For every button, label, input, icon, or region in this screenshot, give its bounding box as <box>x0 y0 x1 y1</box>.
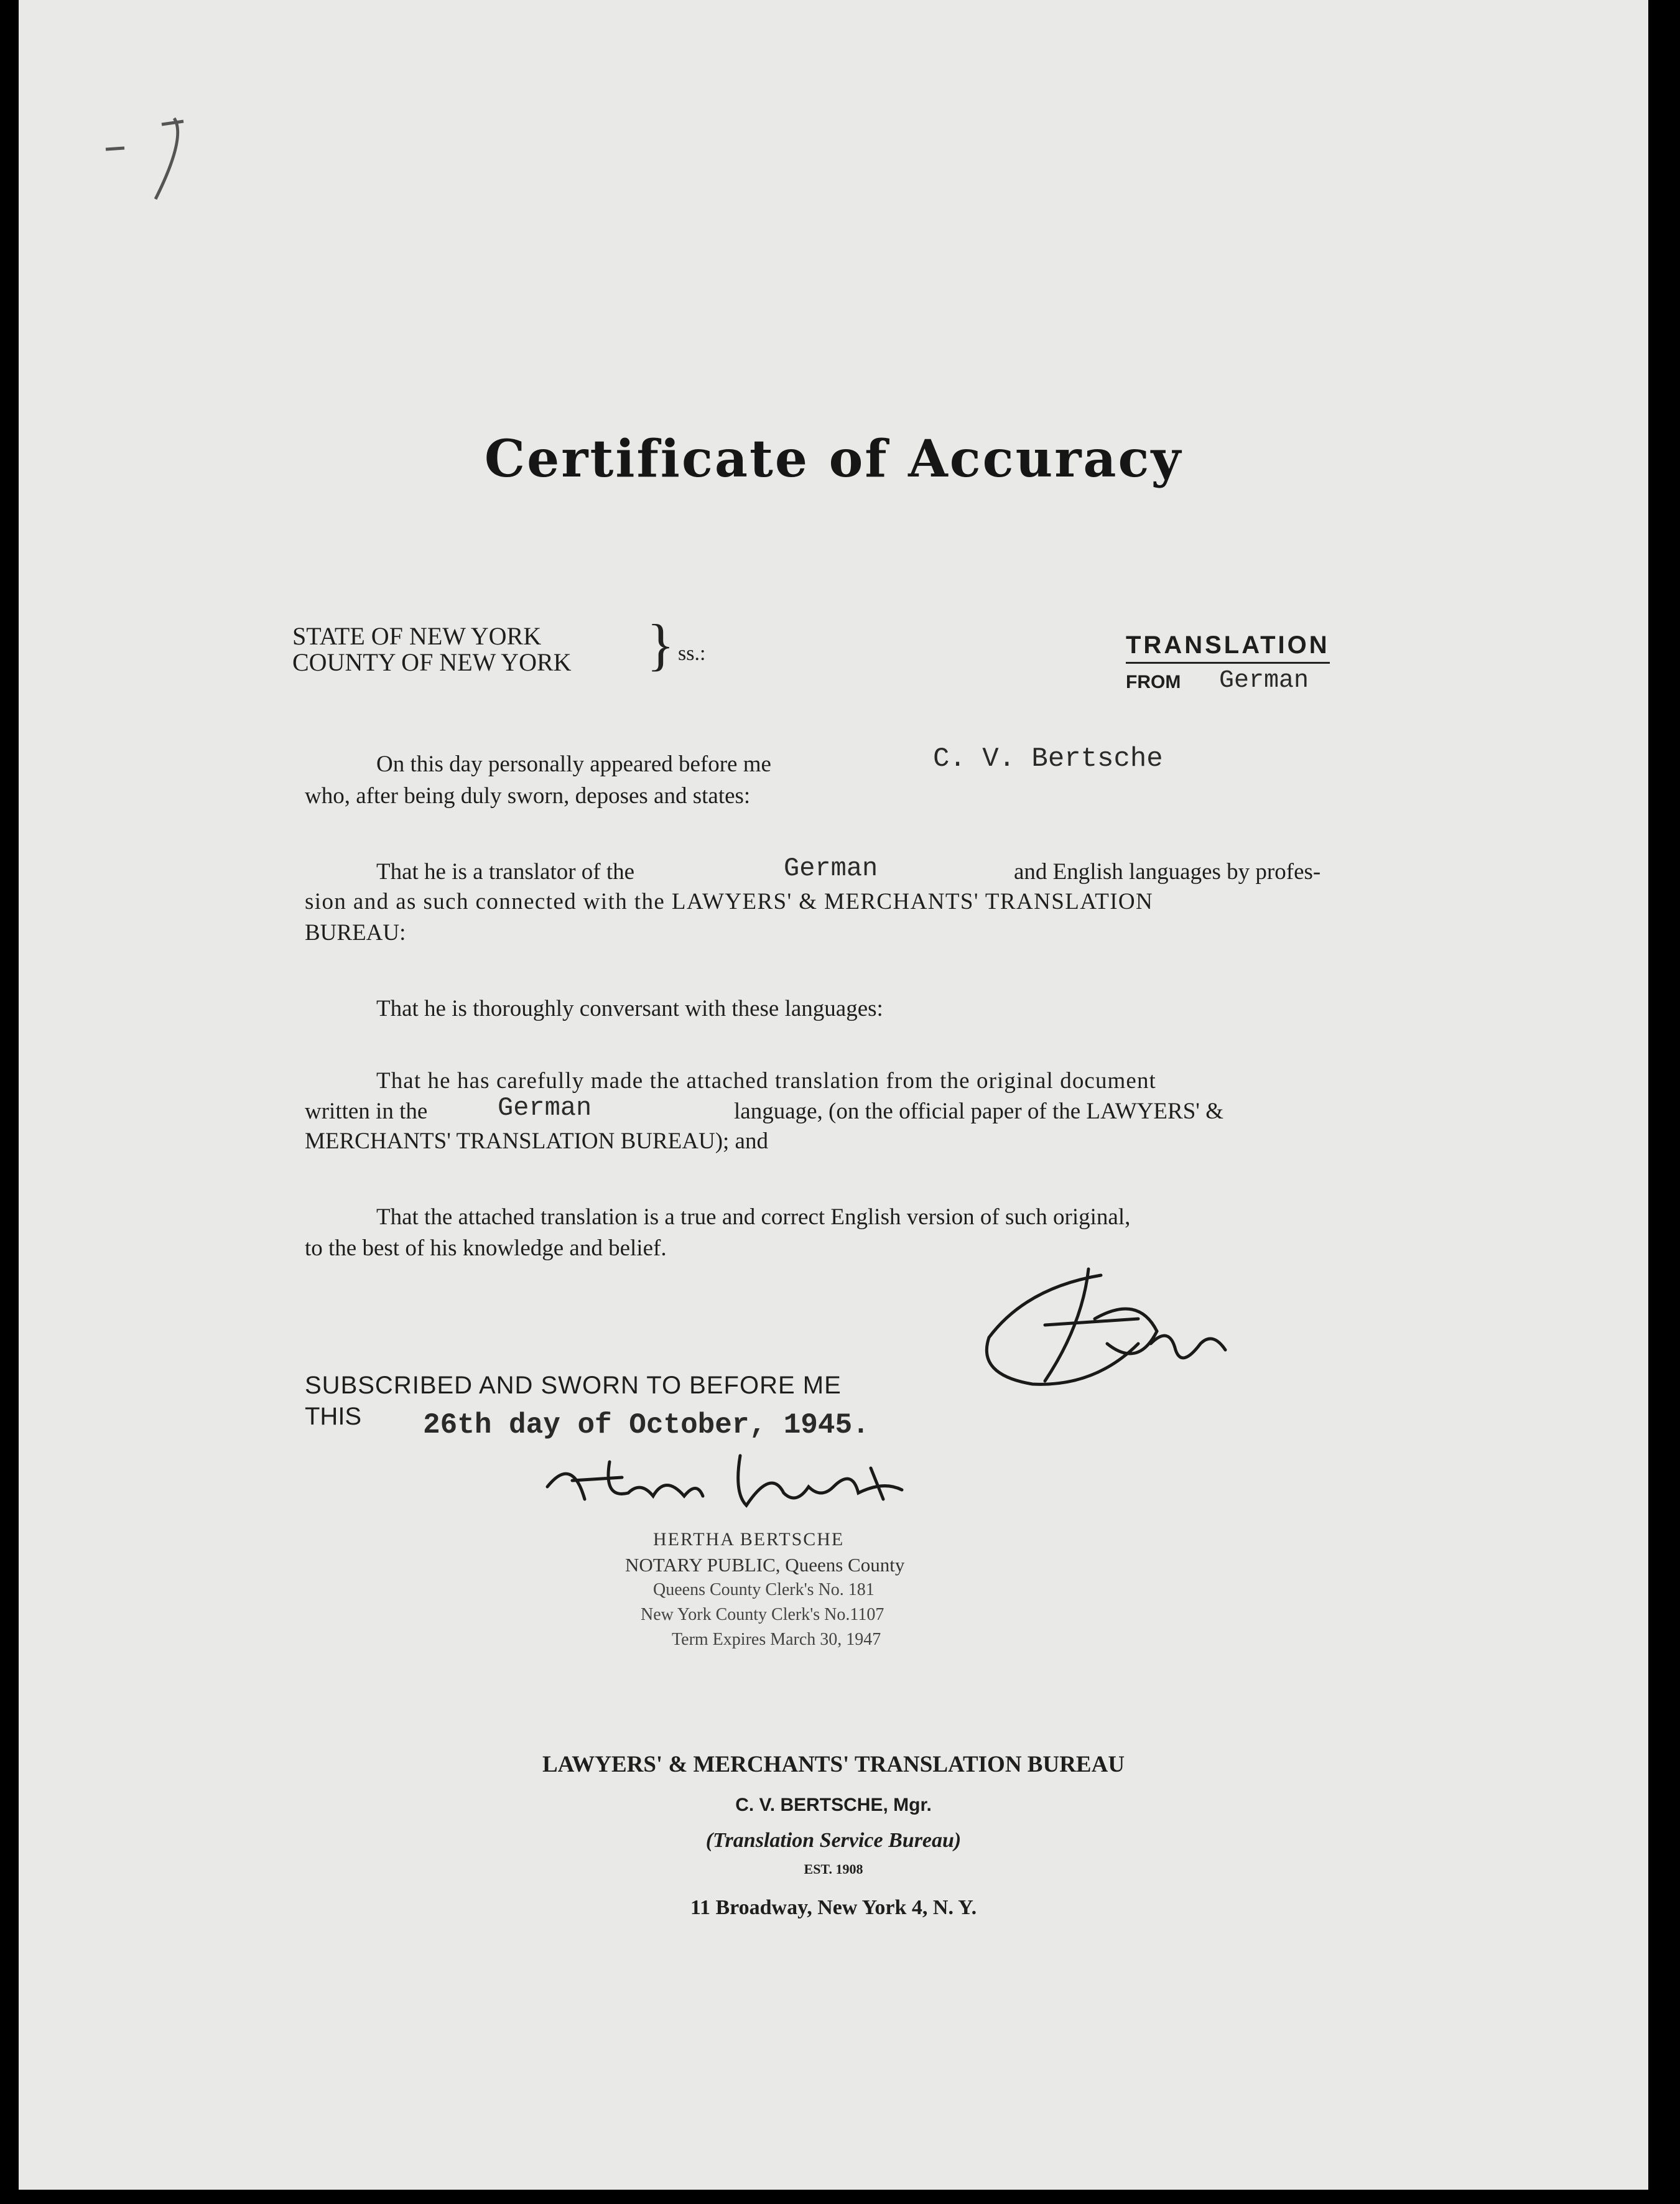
venue-brace: } <box>647 613 675 676</box>
jurat-subscribed: SUBSCRIBED AND SWORN TO BEFORE ME <box>305 1372 842 1399</box>
notary-queens-clerk: Queens County Clerk's No. 181 <box>653 1580 875 1599</box>
venue-ss: ss.: <box>678 642 706 665</box>
venue-county: COUNTY OF NEW YORK <box>292 648 572 676</box>
venue-state: STATE OF NEW YORK <box>292 622 542 650</box>
translator-name: C. V. Bertsche <box>933 743 1163 774</box>
venue-block <box>292 623 572 676</box>
p4-language: German <box>498 1093 592 1123</box>
document-title: Certificate of Accuracy <box>484 429 1183 489</box>
jurat-date: 26th day of October, 1945. <box>423 1409 870 1441</box>
sworn-text: who, after being duly sworn, deposes and states: <box>305 783 751 809</box>
p2-start: That he is a translator of the <box>376 859 635 885</box>
notary-name: HERTHA BERTSCHE <box>653 1529 845 1550</box>
p4-start: written in the <box>305 1099 428 1124</box>
notary-title: NOTARY PUBLIC, Queens County <box>625 1554 905 1576</box>
footer-service: (Translation Service Bureau) <box>705 1829 962 1852</box>
footer-established: EST. 1908 <box>804 1861 863 1877</box>
p2-line2: sion and as such connected with the LAWYERS' & MERCHANTS' TRANSLATION <box>305 889 1154 914</box>
p3-text: That he is thoroughly conversant with these languages: <box>376 996 883 1021</box>
p4-line1: That he has carefully made the attached translation from the original document <box>376 1068 1156 1094</box>
notary-ny-clerk: New York County Clerk's No.1107 <box>641 1605 884 1624</box>
notary-signature <box>535 1443 1008 1518</box>
p4-line3: MERCHANTS' TRANSLATION BUREAU); and <box>305 1128 768 1154</box>
p2-rest: and English languages by profes- <box>1014 859 1321 885</box>
translation-from-language: German <box>1219 667 1309 695</box>
p5-line1: That the attached translation is a true and correct English version of such original, <box>376 1204 1131 1230</box>
certificate-page <box>19 0 1648 2190</box>
p5-line2: to the best of his knowledge and belief. <box>305 1235 667 1261</box>
p4-rest: language, (on the official paper of the LAWYERS' & <box>734 1099 1223 1124</box>
appeared-text: On this day personally appeared before me <box>376 751 771 777</box>
jurat-this: THIS <box>305 1403 362 1430</box>
notary-term: Term Expires March 30, 1947 <box>672 1630 881 1649</box>
p2-line3: BUREAU: <box>305 920 406 946</box>
footer-manager: C. V. BERTSCHE, Mgr. <box>735 1795 932 1815</box>
footer-bureau: LAWYERS' & MERCHANTS' TRANSLATION BUREAU <box>542 1752 1125 1777</box>
footer-address: 11 Broadway, New York 4, N. Y. <box>690 1896 977 1919</box>
translation-heading: TRANSLATION <box>1126 631 1330 664</box>
translator-signature <box>952 1250 1250 1406</box>
translation-from-label: FROM <box>1126 672 1181 692</box>
scan-mark <box>81 112 230 212</box>
p2-language: German <box>784 853 878 883</box>
